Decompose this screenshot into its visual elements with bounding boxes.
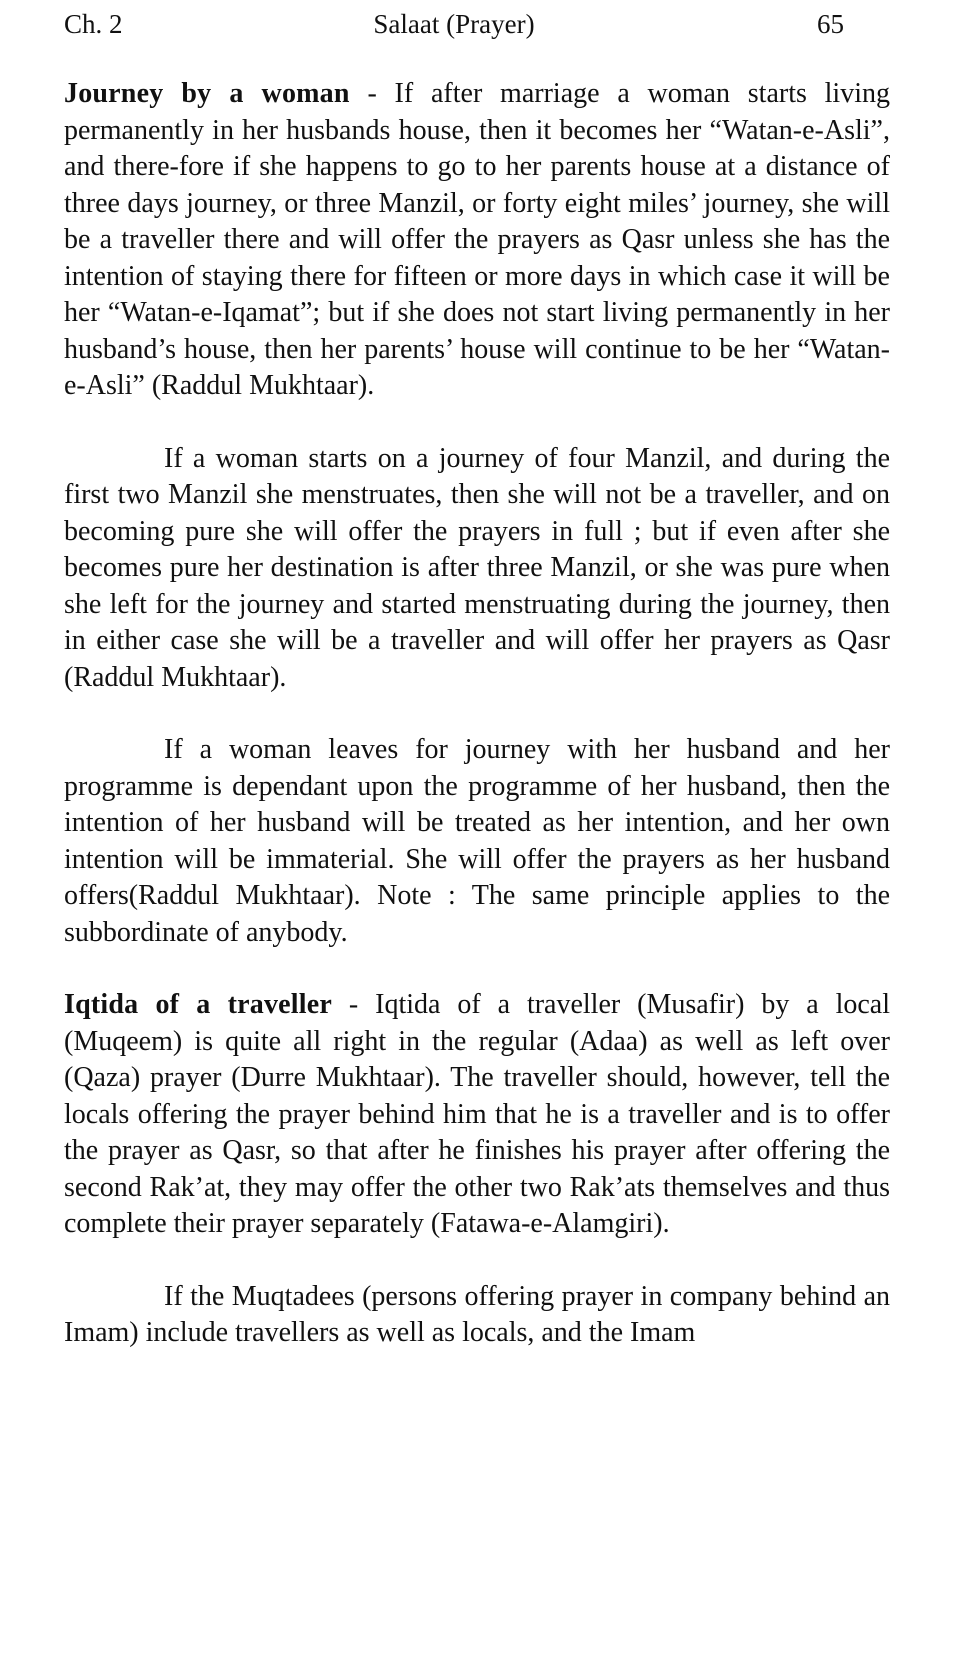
page-number: 65 <box>817 9 844 39</box>
page-body <box>64 76 890 1388</box>
paragraph-husband-intention <box>64 732 890 951</box>
paragraph-text: If a woman starts on a journey of four Manzil, and during the first two Manzil she menstruates, then she will not be a traveller, and on becoming pure she will offer the prayers in full ; but if even after she becomes pure her destination is after three Manzil, or she was pure when she left for the journey and started menstruating during the journey, then in either case she will be a traveller and will offer her prayers as Qasr (Raddul Mukhtaar). <box>64 442 890 693</box>
page-header <box>64 4 844 44</box>
paragraph-iqtida-of-traveller <box>64 987 890 1243</box>
paragraph-text: - Iqtida of a traveller (Musafir) by a local (Muqeem) is quite all right in the regular (Adaa) as well as left over (Qaza) prayer (Durre Mukhtaar). The traveller should, however, tell the locals offering the prayer behind him that he is a traveller and is to offer the prayer as Qasr, so that after he finishes his prayer after offering the second Rak’at, they may offer the other two Rak’ats themselves and thus complete their prayer separately (Fatawa-e-Alamgiri). <box>64 989 890 1239</box>
paragraph-text: If a woman leaves for journey with her husband and her programme is dependant upon the programme of her husband, then the intention of her husband will be treated as her intention, and her own intention will be immaterial. She will offer the prayers as her husband offers(Raddul Mukhtaar). Note : The same principle applies to the subbordinate of anybody. <box>64 734 890 948</box>
paragraph-menstruation <box>64 441 890 697</box>
section-heading: Iqtida of a traveller <box>64 989 332 1020</box>
section-heading: Journey by a woman <box>64 78 350 109</box>
paragraph-text: - If after marriage a woman starts living permanently in her husbands house, then it becomes her “Watan-e-Asli”, and there-fore if she happens to go to her parents house at a distance of three days journey, or three Manzil, or forty eight miles’ journey, she will be a traveller there and will offer the prayers as Qasr unless she has the intention of staying there for fifteen or more days in which case it will be her “Watan-e-Iqamat”; but if she does not start living permanently in her husband’s house, then her parents’ house will continue to be her “Watan-e-Asli” (Raddul Mukhtaar). <box>64 78 890 401</box>
chapter-label: Ch. 2 <box>64 9 123 39</box>
paragraph-muqtadees <box>64 1279 890 1352</box>
paragraph-journey-by-woman <box>64 76 890 405</box>
paragraph-text: If the Muqtadees (persons offering prayer in company behind an Imam) include travellers as well as locals, and the Imam <box>64 1280 890 1348</box>
running-title: Salaat (Prayer) <box>373 9 535 39</box>
